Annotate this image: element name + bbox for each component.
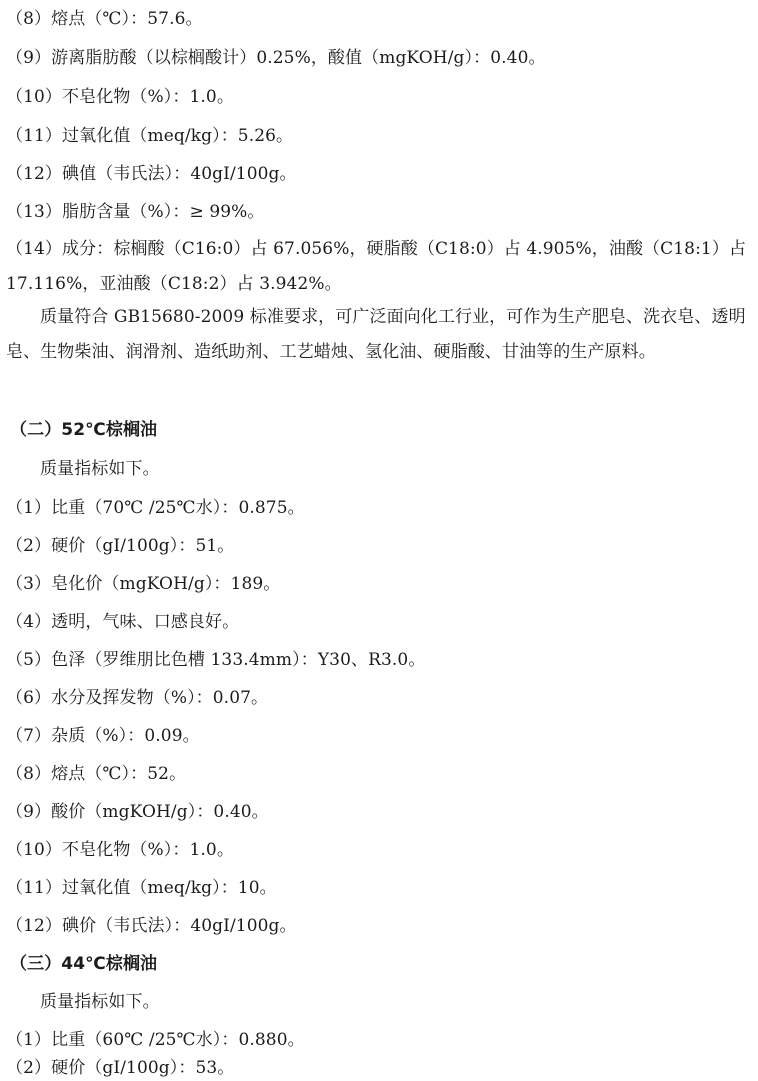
spec-item: （4）透明，气味、口感良好。 [6, 612, 240, 632]
section-heading-52c-palm-oil: （二）52℃棕榈油 [10, 420, 158, 440]
spec-item: （5）色泽（罗维朋比色槽 133.4mm）：Y30、R3.0。 [6, 650, 426, 670]
spec-item: （3）皂化价（mgKOH/g）：189。 [6, 574, 281, 594]
spec-item: （9）酸价（mgKOH/g）：0.40。 [6, 802, 269, 822]
spec-item: （6）水分及挥发物（%）：0.07。 [6, 688, 269, 708]
spec-item: （12）碘价（韦氏法）：40gI/100g。 [6, 916, 297, 936]
spec-item: （11）过氧化值（meq/kg）：10。 [6, 878, 277, 898]
spec-item: （7）杂质（%）：0.09。 [6, 726, 200, 746]
section-heading-44c-palm-oil: （三）44℃棕榈油 [10, 954, 158, 974]
spec-item-13-fat-content: （13）脂肪含量（%）：≥ 99%。 [6, 202, 265, 222]
section-intro: 质量指标如下。 [40, 992, 160, 1012]
spec-item-11-peroxide-value: （11）过氧化值（meq/kg）：5.26。 [6, 126, 294, 146]
spec-item: （2）硬价（gI/100g）：51。 [6, 536, 235, 556]
quality-paragraph: 质量符合 GB15680-2009 标准要求，可广泛面向化工行业，可作为生产肥皂、洗衣皂、透明皂、生物柴油、润滑剂、造纸助剂、工艺蜡烛、氢化油、硬脂酸、甘油等的生产原料。 [6, 307, 746, 362]
spec-item: （1）比重（60℃ /25℃水）：0.880。 [6, 1030, 305, 1050]
section-intro: 质量指标如下。 [40, 459, 160, 479]
spec-item-14-composition: （14）成分：棕榈酸（C16:0）占 67.056%，硬脂酸（C18:0）占 4.905%，油酸（C18:1）占 17.116%，亚油酸（C18:2）占 3.942%。 [6, 239, 747, 294]
spec-item: （8）熔点（℃）：52。 [6, 764, 187, 784]
spec-item-9-free-fatty-acid: （9）游离脂肪酸（以棕榈酸计）0.25%，酸值（mgKOH/g）：0.40。 [6, 48, 546, 68]
spec-item: （2）硬价（gI/100g）：53。 [6, 1058, 235, 1078]
spec-item-12-iodine-value: （12）碘值（韦氏法）：40gI/100g。 [6, 164, 297, 184]
spec-item-8-melting-point: （8）熔点（℃）：57.6。 [6, 9, 203, 29]
spec-item: （1）比重（70℃ /25℃水）：0.875。 [6, 498, 305, 518]
spec-item-10-unsaponifiable: （10）不皂化物（%）：1.0。 [6, 87, 234, 107]
spec-item: （10）不皂化物（%）：1.0。 [6, 840, 234, 860]
